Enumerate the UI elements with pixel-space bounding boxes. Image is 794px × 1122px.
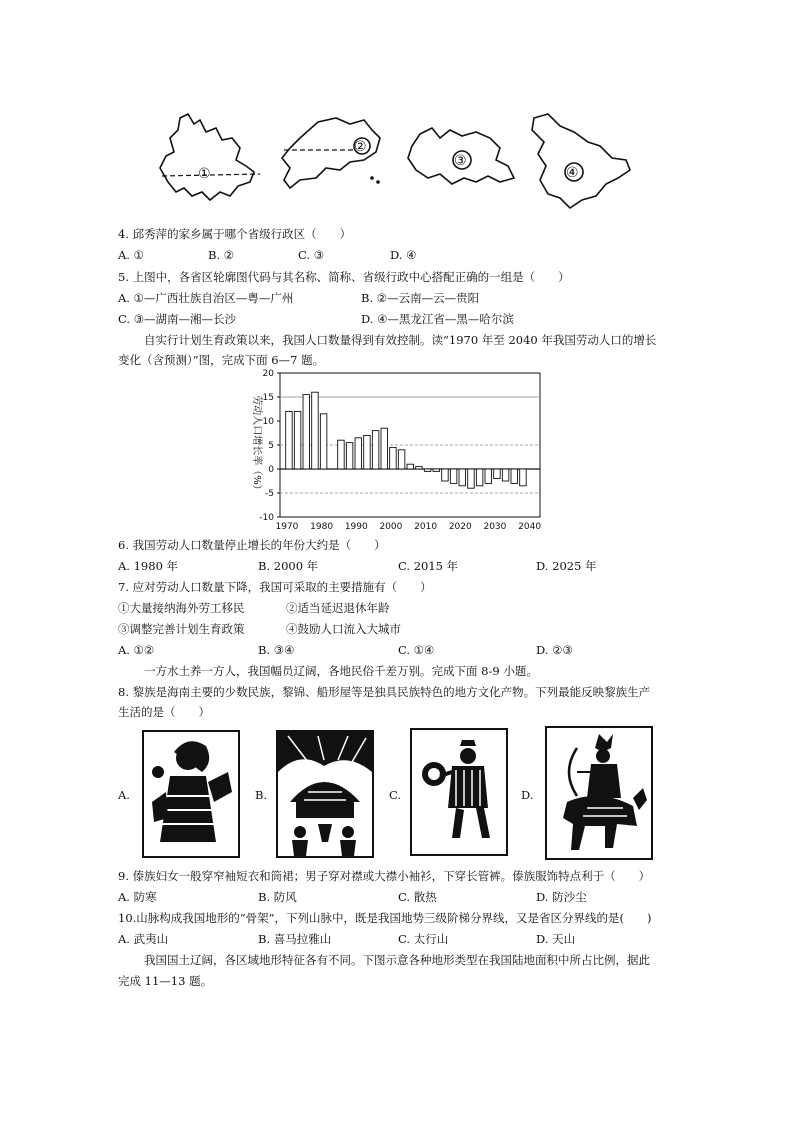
q6-option-a[interactable]: A. 1980 年 xyxy=(118,559,179,573)
bar xyxy=(476,469,483,486)
intro-11-13-line1: 我国国土辽阔，各区域地形特征各有不同。下图示意各种地形类型在我国陆地面积中所占比例，据此 xyxy=(144,953,650,967)
q9-option-b[interactable]: B. 防风 xyxy=(258,890,297,904)
papercut-boat-house-icon xyxy=(278,732,372,856)
svg-text:④: ④ xyxy=(566,165,579,181)
q8-option-d-label[interactable]: D. xyxy=(521,788,534,802)
q7-measure-3: ③调整完善计划生育政策 xyxy=(118,622,245,636)
q8-option-a-label[interactable]: A. xyxy=(118,788,130,802)
question-6-stem: 6. 我国劳动人口数量停止增长的年份大约是（ ） xyxy=(118,538,386,552)
province-outline-4 xyxy=(532,114,630,208)
province-maps xyxy=(150,108,640,218)
question-7-stem: 7. 应对劳动人口数量下降，我国可采取的主要措施有（ ） xyxy=(118,580,432,594)
q5-option-d[interactable]: D. ④—黑龙江省—黑—哈尔滨 xyxy=(361,312,514,326)
q6-option-d[interactable]: D. 2025 年 xyxy=(536,559,597,573)
province-outline-2 xyxy=(282,118,380,188)
bar xyxy=(346,443,353,469)
bar xyxy=(450,469,457,483)
y-tick-label: 10 xyxy=(262,417,274,427)
q4-option-c[interactable]: C. ③ xyxy=(298,248,325,262)
y-tick-label: 15 xyxy=(262,393,274,403)
q8-option-d-image[interactable] xyxy=(545,726,653,860)
bar xyxy=(442,469,449,481)
q4-option-b[interactable]: B. ② xyxy=(208,248,235,262)
bar xyxy=(355,438,362,469)
bar xyxy=(286,411,293,469)
y-tick-label: 20 xyxy=(262,369,274,379)
x-tick-label: 1970 xyxy=(275,522,299,532)
bar xyxy=(511,469,518,483)
question-5-stem: 5. 上图中，各省区轮廓图代码与其名称、简称、省级行政中心搭配正确的一组是（ ） xyxy=(118,270,570,284)
svg-text:②: ② xyxy=(354,139,367,155)
bar xyxy=(364,435,371,469)
question-10-stem: 10.山脉构成我国地形的“骨架”，下列山脉中，既是我国地势三级阶梯分界线，又是省区分界线的是( ) xyxy=(118,911,652,925)
q6-option-b[interactable]: B. 2000 年 xyxy=(258,559,319,573)
papercut-drummer-icon xyxy=(412,730,506,854)
bar xyxy=(494,469,501,479)
intro-6-7-line2: 变化（含预测）”图，完成下面 6—7 题。 xyxy=(118,353,325,367)
q8-option-c-label[interactable]: C. xyxy=(389,788,402,802)
papercut-archer-horse-icon xyxy=(547,728,651,858)
y-tick-label: 5 xyxy=(268,441,274,451)
q10-option-a[interactable]: A. 武夷山 xyxy=(118,932,169,946)
q5-option-a[interactable]: A. ①—广西壮族自治区—粤—广州 xyxy=(118,291,294,305)
q10-option-c[interactable]: C. 太行山 xyxy=(398,932,449,946)
x-tick-label: 1980 xyxy=(310,522,334,532)
question-4-stem: 4. 邱秀萍的家乡属于哪个省级行政区（ ） xyxy=(118,227,352,241)
bar xyxy=(381,428,388,469)
bar xyxy=(424,469,431,471)
question-9-stem: 9. 傣族妇女一般穿窄袖短衣和筒裙；男子穿对襟或大襟小袖衫，下穿长管裤。傣族服饰特点利于（ ） xyxy=(118,869,651,883)
bar xyxy=(407,464,414,469)
q5-option-c[interactable]: C. ③—湖南—湘—长沙 xyxy=(118,312,237,326)
bar xyxy=(320,414,327,469)
q7-option-d[interactable]: D. ②③ xyxy=(536,643,573,657)
x-tick-label: 2000 xyxy=(379,522,403,532)
q7-measure-2: ②适当延迟退休年龄 xyxy=(286,601,390,615)
bar xyxy=(433,469,440,471)
question-8-stem-line2: 生活的是（ ） xyxy=(118,705,210,719)
bar xyxy=(294,411,301,469)
bar xyxy=(520,469,527,486)
intro-6-7-line1: 自实行计划生育政策以来，我国人口数量得到有效控制。读“1970 年至 2040 年我国劳动人口的增长 xyxy=(144,333,657,347)
q8-option-a-image[interactable] xyxy=(142,730,240,858)
q8-option-b-label[interactable]: B. xyxy=(255,788,268,802)
y-axis-label: 劳动人口增长率（%） xyxy=(251,395,262,495)
q5-option-b[interactable]: B. ②—云南—云—贵阳 xyxy=(361,291,480,305)
q10-option-b[interactable]: B. 喜马拉雅山 xyxy=(258,932,332,946)
svg-text:③: ③ xyxy=(454,153,467,169)
bar xyxy=(303,395,310,469)
bar xyxy=(459,469,466,486)
bar xyxy=(372,431,379,469)
q7-measure-4: ④鼓励人口流入大城市 xyxy=(286,622,401,636)
province-outline-3 xyxy=(408,128,514,184)
q6-option-c[interactable]: C. 2015 年 xyxy=(398,559,459,573)
q4-option-d[interactable]: D. ④ xyxy=(390,248,417,262)
q7-option-b[interactable]: B. ③④ xyxy=(258,643,295,657)
q9-option-a[interactable]: A. 防寒 xyxy=(118,890,157,904)
province-outline-1 xyxy=(160,114,260,200)
papercut-woman-icon xyxy=(144,732,238,856)
y-tick-label: -10 xyxy=(259,513,274,523)
q7-measure-1: ①大量接纳海外劳工移民 xyxy=(118,601,245,615)
q7-option-a[interactable]: A. ①② xyxy=(118,643,155,657)
bar xyxy=(468,469,475,488)
intro-8-9: 一方水土养一方人，我国幅员辽阔，各地民俗千差万别。完成下面 8-9 小题。 xyxy=(144,664,538,678)
bar xyxy=(416,467,423,469)
x-tick-label: 2040 xyxy=(518,522,542,532)
bar xyxy=(390,447,397,469)
bar xyxy=(502,469,509,481)
bar xyxy=(398,450,405,469)
q10-option-d[interactable]: D. 天山 xyxy=(536,932,576,946)
intro-11-13-line2: 完成 11—13 题。 xyxy=(118,974,213,988)
labor-growth-chart xyxy=(238,367,548,533)
q4-option-a[interactable]: A. ① xyxy=(118,248,144,262)
x-tick-label: 2020 xyxy=(448,522,472,532)
q9-option-d[interactable]: D. 防沙尘 xyxy=(536,890,587,904)
y-tick-label: -5 xyxy=(265,489,274,499)
bar xyxy=(485,469,492,483)
bar xyxy=(312,392,319,469)
q7-option-c[interactable]: C. ①④ xyxy=(398,643,435,657)
svg-text:①: ① xyxy=(198,166,211,182)
bar xyxy=(338,440,345,469)
question-8-stem-line1: 8. 黎族是海南主要的少数民族，黎锦、船形屋等是独具民族特色的地方文化产物。下列最能反映黎族生产 xyxy=(118,685,651,699)
y-tick-label: 0 xyxy=(268,465,274,475)
q8-option-b-image[interactable] xyxy=(276,730,374,858)
x-tick-label: 2010 xyxy=(414,522,438,532)
q9-option-c[interactable]: C. 散热 xyxy=(398,890,437,904)
x-tick-label: 2030 xyxy=(483,522,507,532)
x-tick-label: 1990 xyxy=(344,522,368,532)
q8-option-c-image[interactable] xyxy=(410,728,508,856)
